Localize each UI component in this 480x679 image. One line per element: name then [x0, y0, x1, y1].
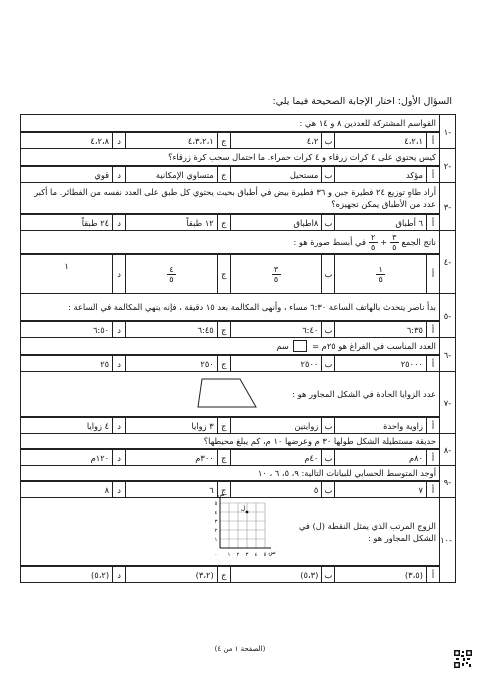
option-c[interactable]: ١٢ طبقاً [126, 215, 218, 231]
y-tick-label: ٣ [214, 519, 218, 525]
x-tick-label: ٢ [236, 552, 240, 558]
question-number: -٢ [440, 149, 456, 183]
option-a[interactable]: ٦:٣٥ [335, 322, 427, 338]
question-stem: بدأ ناصر يتحدث بالهاتف الساعة ٦:٣٠ مساء ، وأنهى المكالمة بعد ١٥ دقيقة ، فإنه ينهي المكالمة في الساعة : [21, 294, 440, 321]
question-number: -٤ [440, 231, 456, 294]
x-tick-label: ٥ [263, 552, 267, 558]
question-stem: كيس يحتوي على ٤ كرات زرقاء و ٤ كرات حمراء. ما احتمال سحب كرة زرقاء؟ [21, 149, 440, 166]
point-l [246, 511, 249, 514]
option-a[interactable]: ٢٥٠٠٠ [335, 356, 427, 372]
option-b[interactable]: ٨اطباق [230, 215, 322, 231]
question-number: -١ [440, 115, 456, 149]
question-stem: العدد المناسب في الفراغ هو ٢٥م = سم [21, 338, 440, 355]
answer-row: أ $\frac{١}{٥}$ ب $\frac{٣}{٥}$ ج $\frac{٤}{٥}$ د ١ [21, 254, 439, 293]
option-c[interactable]: متساوي الإمكانية [126, 167, 218, 183]
option-d[interactable]: ١ [21, 255, 113, 294]
y-tick-label: ٥ [214, 501, 218, 507]
option-d[interactable]: ٢٥ [21, 356, 113, 372]
fraction: $\frac{٢}{٥}$ [369, 233, 378, 252]
x-tick-label: ٣ [245, 552, 249, 558]
option-c[interactable]: (٣،٢) [126, 567, 218, 583]
option-a[interactable]: ٤،٢،١ [335, 133, 427, 149]
question-number: -١٠ [440, 498, 456, 583]
option-b[interactable]: زوايتين [230, 418, 322, 434]
blank-box[interactable] [293, 340, 307, 352]
question-2 [21, 149, 456, 166]
option-d[interactable]: ٢٤ طبقاً [21, 215, 113, 231]
page-footer: (الصفحة ١ من ٤) [214, 645, 266, 653]
fraction: $\frac{٣}{٥}$ [390, 233, 399, 252]
answer-row: أ ٦:٣٥ ب ٦:٤٠ ج ٦:٤٥ د ٦:٥٠ [21, 321, 439, 337]
answer-row: أ ٧ ب ٥ ج ٦ د ٨ [21, 481, 439, 497]
question-8 [21, 434, 456, 449]
option-c[interactable]: ٢٥٠ [126, 356, 218, 372]
option-a[interactable]: زاوية واحدة [335, 418, 427, 434]
x-tick-label: ١ [227, 552, 231, 558]
question-stem: الزوج المرتب الذي يمثل النقطة (ل) في الشكل المجاور هو : ١ ١ ٢ ٢ ٣ ٣ ٤ ٤ ٥ ٥ ٠ س ص ل [21, 498, 440, 566]
answer-row: أ مؤكد ب مستحيل ج متساوي الإمكانية د قوي [21, 166, 439, 182]
question-7 [21, 372, 456, 417]
question-3 [21, 183, 456, 214]
question-stem: ناتج الجمع $\frac{٣}{٥}$ + $\frac{٢}{٥}$ في أبسط صورة هو : [21, 231, 440, 254]
option-c[interactable]: ٣٠٠م [126, 450, 218, 466]
question-number: -٩ [440, 466, 456, 498]
option-b[interactable]: ٢٥٠٠ [230, 356, 322, 372]
option-b[interactable]: (٥،٣) [230, 567, 322, 583]
question-number: -٥ [440, 294, 456, 338]
option-a[interactable]: ٦ أطباق [335, 215, 427, 231]
option-c[interactable]: ٤،٣،٢،١ [126, 133, 218, 149]
exam-sheet [20, 92, 456, 583]
question-4 [21, 231, 456, 254]
question-5 [21, 294, 456, 321]
answer-row: أ (٣،٥) ب (٥،٣) ج (٣،٢) د (٥،٢) [21, 566, 439, 582]
option-a[interactable]: ٨٠م [335, 450, 427, 466]
question-stem: أراد طاهٍ توزيع ٢٤ فطيرة جبن و ٣٦ فطيرة بيض في أطباق بحيث يحتوي كل طبق على العدد نفسه من الفطائر. ما أكبر عدد من الأطباق يمكن تجهيزه؟ [21, 183, 440, 214]
origin-label: ٠ [214, 552, 218, 558]
option-c[interactable]: ٦ [126, 482, 218, 498]
answer-row: أ ٤،٢،١ ب ٤،٢ ج ٤،٣،٢،١ د ٤،٢،٨ [21, 132, 439, 148]
y-tick-label: ٤ [214, 510, 218, 516]
answer-row: أ ٨٠م ب ٤٠م ج ٣٠٠م د ١٢٠م [21, 449, 439, 465]
option-d[interactable]: قوي [21, 167, 113, 183]
question-6 [21, 338, 456, 355]
option-c[interactable]: ٦:٤٥ [126, 322, 218, 338]
option-a[interactable]: (٣،٥) [335, 567, 427, 583]
x-tick-label: ٤ [254, 552, 258, 558]
question-1 [21, 115, 456, 132]
option-b[interactable]: ٤٠م [230, 450, 322, 466]
questions-table [20, 114, 456, 583]
qr-code-icon [454, 650, 472, 668]
option-d[interactable]: ٤ زوايا [21, 418, 113, 434]
x-axis-label: س [268, 549, 276, 556]
answer-row: أ ٢٥٠٠٠ ب ٢٥٠٠ ج ٢٥٠ د ٢٥ [21, 355, 439, 371]
question-number: -٨ [440, 434, 456, 466]
trapezoid-figure [196, 376, 260, 413]
option-b[interactable]: $\frac{٣}{٥}$ [230, 255, 322, 294]
option-a[interactable]: $\frac{١}{٥}$ [335, 255, 427, 294]
option-b[interactable]: ٥ [230, 482, 322, 498]
option-d[interactable]: ٨ [21, 482, 113, 498]
option-b[interactable]: مستحيل [230, 167, 322, 183]
question-stem: القواسم المشتركة للعددين ٨ و ١٤ هي : [21, 115, 440, 132]
option-d[interactable]: (٥،٢) [21, 567, 113, 583]
question-number: -٣ [440, 183, 456, 231]
question-9 [21, 466, 456, 481]
option-b[interactable]: ٤،٢ [230, 133, 322, 149]
option-b[interactable]: ٦:٤٠ [230, 322, 322, 338]
option-a[interactable]: مؤكد [335, 167, 427, 183]
question-stem: عدد الزوايا الحادة في الشكل المجاور هو : [21, 372, 440, 417]
option-d[interactable]: ٦:٥٠ [21, 322, 113, 338]
option-d[interactable]: ٤،٢،٨ [21, 133, 113, 149]
y-tick-label: ٢ [214, 528, 218, 534]
question-stem: حديقة مستطيلة الشكل طولها ٣٠ م وعرضها ١٠ م، كم يبلغ محيطها؟ [21, 434, 440, 449]
option-c[interactable]: $\frac{٤}{٥}$ [126, 255, 218, 294]
option-a[interactable]: ٧ [335, 482, 427, 498]
answer-row: أ ٦ أطباق ب ٨اطباق ج ١٢ طبقاً د ٢٤ طبقاً [21, 214, 439, 230]
question-number: -٦ [440, 338, 456, 372]
y-tick-label: ١ [214, 537, 218, 543]
y-axis-label: ص [217, 491, 225, 498]
answer-row: أ زاوية واحدة ب زوايتين ج ٣ زوايا د ٤ زوايا [21, 417, 439, 433]
coordinate-grid [204, 491, 282, 565]
question-number: -٧ [440, 372, 456, 434]
point-label: ل [240, 505, 246, 512]
question-10 [21, 498, 456, 566]
option-c[interactable]: ٣ زوايا [126, 418, 218, 434]
section-title: السؤال الأول: اختار الإجابة الصحيحة فيما يلي: [272, 96, 452, 107]
option-d[interactable]: ١٢٠م [21, 450, 113, 466]
question-stem: أوجد المتوسط الحسابي للبيانات التالية: ٩، ٥، ٦ ، ١٠ [21, 466, 440, 481]
